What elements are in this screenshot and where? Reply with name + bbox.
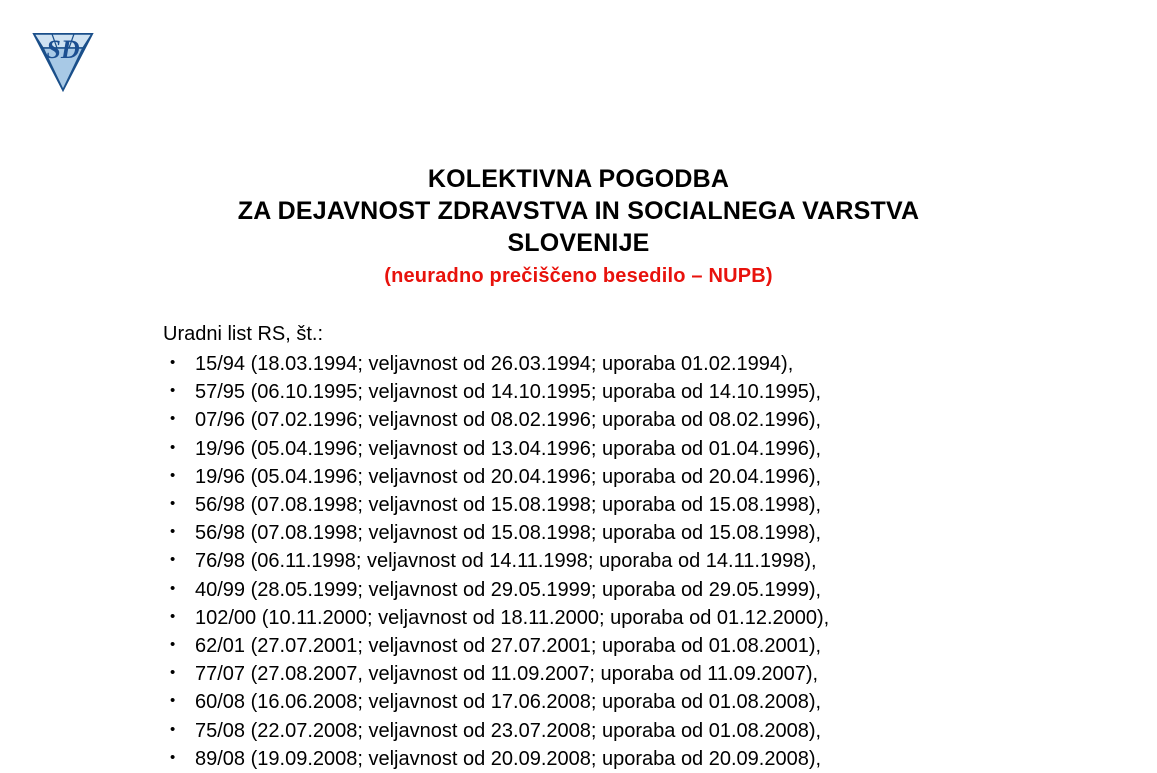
list-item: • 75/08 (22.07.2008; veljavnost od 23.07.2008; uporaba od 01.08.2008), xyxy=(163,717,1103,745)
list-item: • 76/98 (06.11.1998; veljavnost od 14.11.1998; uporaba od 14.11.1998), xyxy=(163,547,1103,575)
list-item: • 40/99 (28.05.1999; veljavnost od 29.05.1999; uporaba od 29.05.1999), xyxy=(163,576,1103,604)
page-subtitle: (neuradno prečiščeno besedilo – NUPB) xyxy=(384,265,773,287)
list-item: • 07/96 (07.02.1996; veljavnost od 08.02.1996; uporaba od 08.02.1996), xyxy=(163,406,1103,434)
title-block xyxy=(0,163,1157,288)
page-title-line-1: KOLEKTIVNA POGODBA xyxy=(427,165,730,193)
list-item: • 77/07 (27.08.2007, veljavnost od 11.09.2007; uporaba od 11.09.2007), xyxy=(163,660,1103,688)
list-item: • 19/96 (05.04.1996; veljavnost od 20.04.1996; uporaba od 20.04.1996), xyxy=(163,463,1103,491)
list-item: • 56/98 (07.08.1998; veljavnost od 15.08.1998; uporaba od 15.08.1998), xyxy=(163,491,1103,519)
reference-list xyxy=(163,350,1103,773)
page-title-line-2: ZA DEJAVNOST ZDRAVSTVA IN SOCIALNEGA VARSTVA xyxy=(237,197,920,225)
list-item: • 89/08 (19.09.2008; veljavnost od 20.09.2008; uporaba od 20.09.2008), xyxy=(163,745,1103,773)
list-item: • 62/01 (27.07.2001; veljavnost od 27.07.2001; uporaba od 01.08.2001), xyxy=(163,632,1103,660)
page-title-line-3: SLOVENIJE xyxy=(507,229,650,257)
reference-section xyxy=(163,320,1103,773)
list-item: • 60/08 (16.06.2008; veljavnost od 17.06.2008; uporaba od 01.08.2008), xyxy=(163,688,1103,716)
list-item: • 56/98 (07.08.1998; veljavnost od 15.08.1998; uporaba od 15.08.1998), xyxy=(163,519,1103,547)
sd-diamond-logo xyxy=(24,26,102,96)
list-item: • 15/94 (18.03.1994; veljavnost od 26.03.1994; uporaba 01.02.1994), xyxy=(163,350,1103,378)
list-item: • 19/96 (05.04.1996; veljavnost od 13.04.1996; uporaba od 01.04.1996), xyxy=(163,435,1103,463)
source-label: Uradni list RS, št.: xyxy=(163,323,324,345)
svg-text:SD: SD xyxy=(46,35,80,64)
list-item: • 57/95 (06.10.1995; veljavnost od 14.10.1995; uporaba od 14.10.1995), xyxy=(163,378,1103,406)
list-item: • 102/00 (10.11.2000; veljavnost od 18.11.2000; uporaba od 01.12.2000), xyxy=(163,604,1103,632)
